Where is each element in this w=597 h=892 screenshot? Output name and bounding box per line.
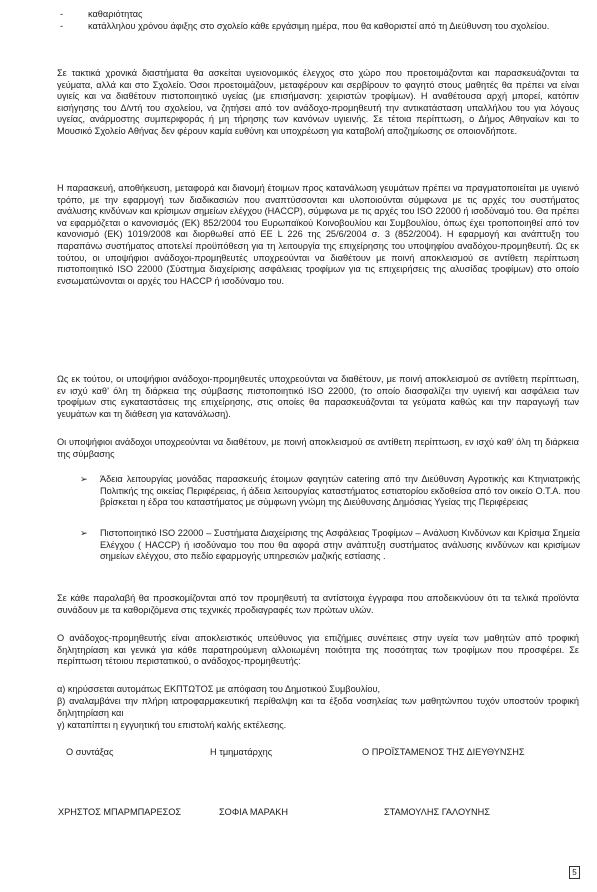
signature-name-author: ΧΡΗΣΤΟΣ ΜΠΑΡΜΠΑΡΕΣΟΣ: [58, 807, 182, 817]
requirement-text: Πιστοποιητικό ISO 22000 – Συστήματα Διαχείρισης της Ασφάλειας Τροφίμων – Ανάλυση Κινδύνων και Κρίσιμα Σημεία Ελέγχου ( HACCP) ή ισοδύναμο του που θα αφορά στην ανάπτυξη συστήματος ανάλυσης κινδύνων και κρισίμων σημείων ελέγχου, στο πεδίο εφαρμογής υπηρεσιών μαζικής εστίασης .: [100, 528, 580, 562]
bullet-text: καθαριότητας: [88, 9, 143, 19]
signature-role-author: Ο συντάξας: [66, 747, 114, 757]
paragraph-contractor-liability: Ο ανάδοχος-προμηθευτής είναι αποκλειστικός υπεύθυνος για επιζήμιες συνέπειες στην υγεία των μαθητών από τροφική δηλητηρίαση και γενικά για κάθε παρατηρούμενη αλλοιωμένη ποιότητα της ποσότητας των τροφίμων που προσφέρει. Σε περίπτωση τέτοιου περιστατικού, ο ανάδοχος-προμηθευτής:: [57, 633, 579, 667]
arrow-bullet-icon: ➢: [80, 474, 88, 484]
paragraph-hygiene-inspection: Σε τακτικά χρονικά διαστήματα θα ασκείται υγειονομικός έλεγχος στο χώρο που προετοιμάζονται και παρασκευάζονται τα γεύματα, αλλά και στο Σχολείο. Όσοι προετοιμάζουν, μεταφέρουν και σερβίρουν το φαγητό στους μαθητές θα πρέπει να είναι υγιείς και να διαθέτουν πιστοποιητικό υγείας (με επισήμανση: χειριστών τροφίμων). Η αναθέτουσα αρχή μπορεί, κατόπιν εισήγησης του Δ/ντή του σχολείου, να ζητήσει από τον ανάδοχο-προμηθευτή την αντικατάσταση υπαλλήλου του για λόγους υγείας, ανάρμοστης συμπεριφοράς ή μη τήρησης των κανόνων υγιεινής. Σε τέτοια περίπτωση, ο Δήμος Αθηναίων και το Μουσικό Σχολείο Αθήνας δεν φέρουν καμία ευθύνη και υποχρέωση για καταβολή αποζημίωσης σε οποιονδήποτε.: [57, 68, 579, 136]
bullet-text: κατάλληλου χρόνου άφιξης στο σχολείο κάθε εργάσιμη ημέρα, που θα καθοριστεί από τη Διεύθυνση του σχολείου.: [88, 21, 550, 31]
paragraph-delivery-documents: Σε κάθε παραλαβή θα προσκομίζονται από τον προμηθευτή τα αντίστοιχα έγγραφα που αποδεικνύουν ότι τα τελικά προϊόντα συνάδουν με τα καθοριζόμενα στις τεχνικές προδιαγραφές των πρώτων υλών.: [57, 593, 579, 615]
dash-marker: -: [60, 21, 64, 31]
consequence-item: γ) καταπίπτει η εγγυητική του επιστολή καλής εκτέλεσης.: [57, 720, 287, 730]
paragraph-iso-requirement: Ως εκ τούτου, οι υποψήφιοι ανάδοχοι-προμηθευτές υποχρεούνται να διαθέτουν, με ποινή αποκλεισμού σε αντίθετη περίπτωση, εν ισχύ καθ’ όλη τη διάρκεια της σύμβασης πιστοποιητικό ISO 22000, (το οποίο διασφαλίζει την υγιεινή και ασφάλεια των τροφίμων στις εγκαταστάσεις της επιχείρησης, στις οποίες θα παρασκευάζονται τα γεύματα καθώς και την παραγωγή των γευμάτων και τη διάθεση για κατανάλωση).: [57, 374, 579, 419]
page-number: 5: [569, 866, 580, 879]
paragraph-haccp-iso: Η παρασκευή, αποθήκευση, μεταφορά και διανομή έτοιμων προς κατανάλωση γευμάτων πρέπει να πραγματοποιείται με υγιεινό τρόπο, με την εφαρμογή των διαδικασιών που αναπτύσσονται και υλοποιούνται σύμφωνα με τις αρχές του συστήματος ανάλυσης κινδύνων και κρίσιμων σημείων ελέγχου (HACCP), σύμφωνα με τις αρχές του ISO 22000 ή ισοδύναμό του. Θα πρέπει να εφαρμόζεται ο κανονισμός (ΕΚ) 852/2004 του Ευρωπαϊκού Κοινοβουλίου και Συμβουλίου, όπως έχει τροποποιηθεί από τον κανονισμό (ΕΚ) 1019/2008 και διορθωθεί από ΕΕ L 226 της 25/6/2004 σ. 3 (852/2004). Η εφαρμογή και ανάπτυξη του παραπάνω συστήματος αποτελεί προϋπόθεση για τη λειτουργία της επιχείρησης του υποψηφίου αναδόχου-προμηθευτή. Ως εκ τούτου, οι υποψήφιοι ανάδοχοι-προμηθευτές υποχρεούνται να διαθέτουν με ποινή αποκλεισμού σε αντίθετη περίπτωση πιστοποιητικό ISO 22000 (Σύστημα διαχείρισης ασφάλειας τροφίμων για τις επιχειρήσεις της αλυσίδας τροφίμων) στο οποίο ενσωματώνονται οι αρχές του HACCP ή ισοδύναμο του.: [57, 183, 579, 286]
signature-role-head-of-department: Η τμηματάρχης: [210, 747, 273, 757]
signature-name-head-of-department: ΣΟΦΙΑ ΜΑΡΑΚΗ: [219, 807, 288, 817]
paragraph-contractor-obligations: Οι υποψήφιοι ανάδοχοι υποχρεούνται να διαθέτουν, με ποινή αποκλεισμού σε αντίθετη περίπτωση, εν ισχύ καθ’ όλη τη διάρκεια της σύμβασης: [57, 437, 579, 459]
consequence-item: α) κηρύσσεται αυτομάτως ΕΚΠΤΩΤΟΣ με απόφαση του Δημοτικού Συμβουλίου,: [57, 684, 381, 694]
signature-role-director: Ο ΠΡΟΪΣΤΑΜΕΝΟΣ ΤΗΣ ΔΙΕΥΘΥΝΣΗΣ: [362, 747, 525, 757]
dash-marker: -: [60, 9, 64, 19]
signature-name-director: ΣΤΑΜΟΥΛΗΣ ΓΑΛΟΥΝΗΣ: [384, 807, 490, 817]
requirement-text: Άδεια λειτουργίας μονάδας παρασκευής έτοιμων φαγητών catering από την Διεύθυνση Αγροτικής και Κτηνιατρικής Πολιτικής της οικείας Περιφέρειας, ή άδεια λειτουργίας καταστήματος εστιατορίου εκδοθείσα από τον οικείο Ο.Τ.Α. που βρίσκεται η έδρα του καταστήματος με σύμφωνη γνώμη της Διεύθυνσης Δημόσιας Υγείας της Περιφέρειας: [100, 474, 580, 508]
consequence-item: β) αναλαμβάνει την πλήρη ιατροφαρμακευτική περίθαλψη και τα έξοδα νοσηλείας των μαθητώνπου τυχόν υποστούν τροφική δηλητηρίαση και: [57, 696, 579, 718]
arrow-bullet-icon: ➢: [80, 528, 88, 538]
